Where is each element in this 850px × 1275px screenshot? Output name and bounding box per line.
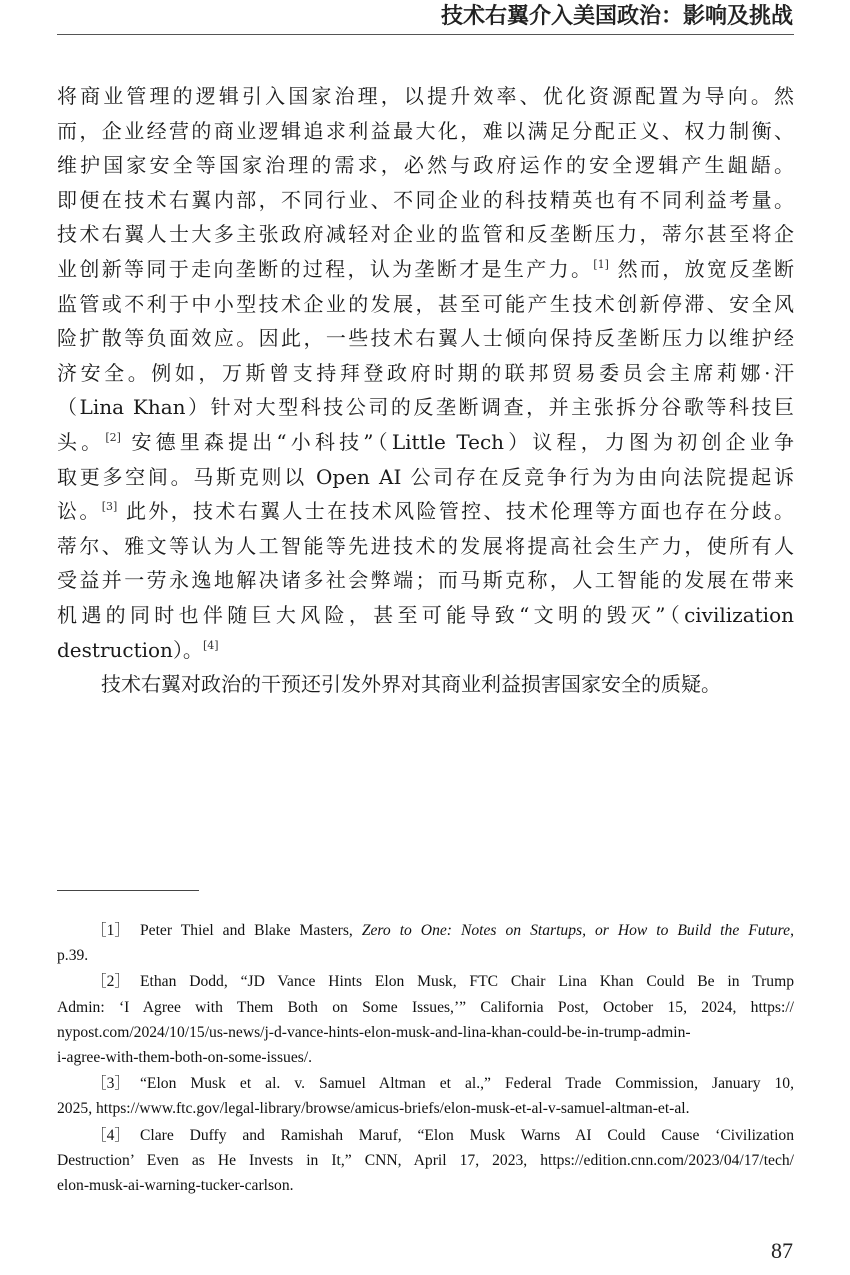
body-line [57,252,794,287]
footnote-line [57,1071,794,1096]
body-line: 监管或不利于中小型技术企业的发展，甚至可能产生技术创新停滞、安全风 [57,291,794,316]
footnote-reference[interactable]: [4] [202,638,219,652]
footnote-line [57,1123,794,1148]
body-line: 济安全。例如，万斯曾支持拜登政府时期的联邦贸易委员会主席莉娜·汗 [57,360,794,385]
body-line-text: 头。 [57,429,106,454]
body-line: 受益并一劳永逸地解决诸多社会弊端；而马斯克称，人工智能的发展在带来 [57,568,794,593]
body-line-text: 讼。 [57,499,102,524]
footnote-line [57,995,794,1020]
body-line: 技术右翼人士大多主张政府减轻对企业的监管和反垄断压力，蒂尔甚至将企 [57,222,794,247]
footnote-text: Ethan Dodd, “JD Vance Hints Elon Musk, FTC Chair Lina Khan Could Be in Trump [140,973,794,991]
footnote-text: p.39. [57,947,89,965]
footnote-line [57,943,794,968]
body-line-text: 此外，技术右翼人士在技术风险管控、技术伦理等方面也存在分歧。 [117,499,794,524]
footnote-reference[interactable]: [3] [101,500,118,514]
page-number: 87 [771,1238,793,1263]
footnote-marker: ［2］ [91,973,130,991]
footnote-line [57,1020,794,1045]
footnote-marker: ［1］ [91,922,130,939]
body-line: 维护国家安全等国家治理的需求，必然与政府运作的安全逻辑产生龃龉。 [57,153,794,178]
running-header-title: 技术右翼介入美国政治：影响及挑战 [440,4,793,29]
footnote-book-title: Zero to One: Notes on Startups, or How to Build the Future [361,922,791,939]
footnote-text: elon-musk-ai-warning-tucker-carlson. [57,1176,294,1194]
body-line: 即便在技术右翼内部，不同行业、不同企业的科技精英也有不同利益考量。 [57,187,794,212]
body-line-text: destruction）。 [57,637,203,662]
header-rule [57,34,794,35]
footnote-text: , [790,922,794,939]
footnote-text: Peter Thiel and Blake Masters, [140,922,362,939]
body-line-text: 安德里森提出“小科技”（Little Tech）议程，力图为初创企业争 [120,429,794,454]
footnote-text: nypost.com/2024/10/15/us-news/j-d-vance-hints-elon-musk-and-lina-khan-could-be-in-trump-admin- [57,1023,691,1041]
body-line: 蒂尔、雅文等认为人工智能等先进技术的发展将提高社会生产力，使所有人 [57,533,794,558]
body-line: （Lina Khan）针对大型科技公司的反垄断调查，并主张拆分谷歌等科技巨 [57,395,794,420]
footnote-reference[interactable]: [2] [105,430,121,444]
footnote-line [57,1173,794,1198]
footnote-3 [57,1071,794,1121]
footnote-marker: ［4］ [91,1126,130,1144]
body-line-text: 业创新等同于走向垄断的过程，认为垄断才是生产力。 [57,256,594,281]
footnote-line [57,1096,794,1121]
body-line: 险扩散等负面效应。因此，一些技术右翼人士倾向保持反垄断压力以维护经 [57,326,794,351]
footnote-reference[interactable]: [1] [593,257,609,271]
body-line: 机遇的同时也伴随巨大风险，甚至可能导致“文明的毁灭”（civilization [57,602,794,627]
body-paragraph [57,79,794,702]
footnote-1 [57,918,794,968]
footnote-text: Destruction’ Even as He Invests in It,” CNN, April 17, 2023, https://edition.cnn.com/2023/04/17/tech/ [57,1151,794,1169]
body-line: 而，企业经营的商业逻辑追求利益最大化，难以满足分配正义、权力制衡、 [57,118,794,143]
body-line-text: 然而，放宽反垄断 [608,256,794,281]
footnote-text: Clare Duffy and Ramishah Maruf, “Elon Musk Warns AI Could Cause ‘Civilization [140,1126,794,1144]
footnote-line [57,1148,794,1173]
footnote-text: Admin: ‘I Agree with Them Both on Some Issues,’” California Post, October 15, 2024, https:// [57,998,794,1016]
footnote-text: “Elon Musk et al. v. Samuel Altman et al.,” Federal Trade Commission, January 10, [140,1075,794,1093]
footnote-separator [57,890,199,891]
footnote-2 [57,969,794,1070]
body-line [57,425,794,460]
body-line: 将商业管理的逻辑引入国家治理，以提升效率、优化资源配置为导向。然 [57,84,794,108]
footnotes [57,918,794,1199]
body-line [57,633,794,668]
footnote-marker: ［3］ [91,1075,130,1093]
footnote-line [57,1045,794,1070]
body-line: 取更多空间。马斯克则以 Open AI 公司存在反竞争行为为由向法院提起诉 [57,464,794,489]
paragraph-first-line: 技术右翼对政治的干预还引发外界对其商业利益损害国家安全的质疑。 [101,672,721,697]
footnote-line [57,918,794,943]
footnote-4 [57,1123,794,1199]
footnote-text: 2025, https://www.ftc.gov/legal-library/browse/amicus-briefs/elon-musk-et-al-v-samuel-altman-et-al. [57,1100,690,1118]
footnote-line [57,969,794,994]
footnote-text: i-agree-with-them-both-on-some-issues/. [57,1048,313,1066]
body-line [57,494,794,529]
